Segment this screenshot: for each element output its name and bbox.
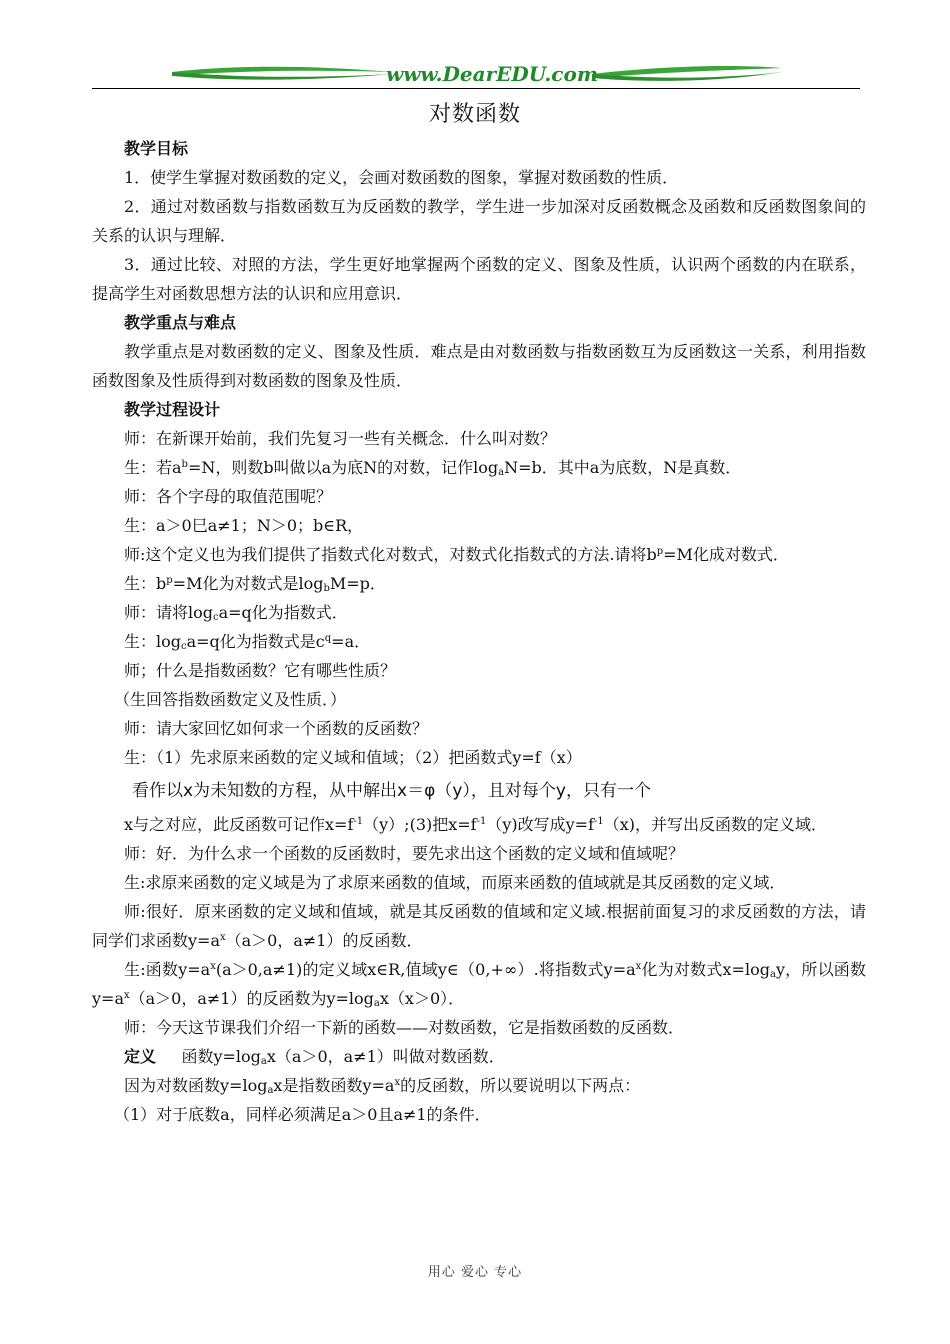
process-heading: 教学过程设计: [124, 400, 221, 419]
dialogue-line: 生：$\log_ca=q$化为指数式是$c^q=a$．: [124, 632, 371, 652]
dialogue-line: 师：好．为什么求一个函数的反函数时，要先求出这个函数的定义域和值域呢？: [124, 844, 685, 863]
dialogue-line: 师:很好．原来函数的定义域和值域，就是其反函数的值域和定义域.根据前面复习的求反函数的方法，请同学们求函数$y=a^x(a>0$，a≠1）的反函数．: [92, 902, 866, 950]
dialogue-line: 生:函数$y=a^x(a>0,a\ne 1)$的定义域x∈R,值域y∈（0,+∞）.将指数式$y=a^x$化为对数式$x=\log_ay$，所以函数$y=a^x(a>0$，a≠1）的反函数为$y=\log_ax(x>0)$．: [92, 960, 866, 1009]
dialogue-line: 生：$b^p=M$化为对数式是$\log_bM=p$．: [124, 574, 386, 594]
key-text: 教学重点是对数函数的定义、图象及性质．难点是由对数函数与指数函数互为反函数这一关系，利用指数函数图象及性质得到对数函数的图象及性质．: [92, 342, 866, 390]
site-header-banner: [92, 58, 860, 90]
dialogue-line-image-text: 看作以x为未知数的方程，从中解出x＝φ（y），且对每个y，只有一个: [132, 781, 651, 801]
dialogue-line: 师；什么是指数函数？它有哪些性质？: [124, 661, 397, 680]
logo-text: www.DearEDU.com: [385, 62, 599, 86]
swoosh-logo: [92, 58, 860, 90]
page-footer: 用心 爱心 专心: [427, 1265, 523, 1280]
dialogue-line: 师：请将$\log_ca=q$化为指数式．: [124, 603, 348, 623]
dialogue-line: 生:求原来函数的定义域是为了求原来函数的值域，而原来函数的值域就是其反函数的定义域．: [124, 873, 786, 892]
goal-2: 2．通过对数函数与指数函数互为反函数的教学，学生进一步加深对反函数概念及函数和反函数图象间的关系的认识与理解．: [92, 197, 866, 245]
dialogue-line: 师：各个字母的取值范围呢？: [124, 487, 333, 506]
page-title: 对数函数: [428, 102, 521, 127]
definition-label: 定义: [124, 1047, 157, 1066]
dialogue-line: （1）对于底数a，同样必须满足a＞0且a≠1的条件．: [114, 1105, 491, 1124]
key-heading: 教学重点与难点: [124, 313, 237, 332]
dialogue-line: 师：在新课开始前，我们先复习一些有关概念．什么叫对数？: [124, 429, 557, 448]
dialogue-line: 生：（1）先求原来函数的定义域和值域；（2）把函数式y=f（x）: [124, 748, 582, 767]
dialogue-line: 因为对数函数$y=\log_ax$是指数函数$y=a^x$的反函数，所以要说明以下两点：: [124, 1076, 641, 1096]
dialogue-line: （生回答指数函数定义及性质．）: [114, 690, 347, 709]
header-rule: [92, 88, 860, 89]
dialogue-line: 师:这个定义也为我们提供了指数式化对数式，对数式化指数式的方法.请将$b^p=M$化成对数式．: [124, 545, 789, 564]
dialogue-line: 生：若$a^b=N$，则数b叫做以a为底N的对数，记作$\log_aN=b$．其中a为底数，N是真数．: [124, 458, 742, 478]
document-body: [92, 134, 866, 1129]
goal-1: 1．使学生掌握对数函数的定义，会画对数函数的图象，掌握对数函数的性质．: [124, 168, 679, 187]
dialogue-line: 师：请大家回忆如何求一个函数的反函数？: [124, 719, 429, 738]
goals-heading: 教学目标: [124, 139, 189, 158]
goal-3: 3．通过比较、对照的方法，学生更好地掌握两个函数的定义、图象及性质，认识两个函数的内在联系，提高学生对函数思想方法的认识和应用意识．: [92, 255, 866, 303]
dialogue-line: 师：今天这节课我们介绍一下新的函数——对数函数，它是指数函数的反函数．: [124, 1018, 685, 1037]
definition-line: 定义 函数$y=\log_ax(a>0$，a≠1）叫做对数函数．: [124, 1047, 505, 1067]
dialogue-line: x与之对应，此反函数可记作$x=f^{-1}(y);(3)$把$x=f^{-1}(y)$改写成$y=f^{-1}(x)$，并写出反函数的定义域．: [124, 815, 828, 834]
dialogue-line: 生：a＞0巳a≠1；N＞0；b∈R，: [124, 516, 364, 535]
